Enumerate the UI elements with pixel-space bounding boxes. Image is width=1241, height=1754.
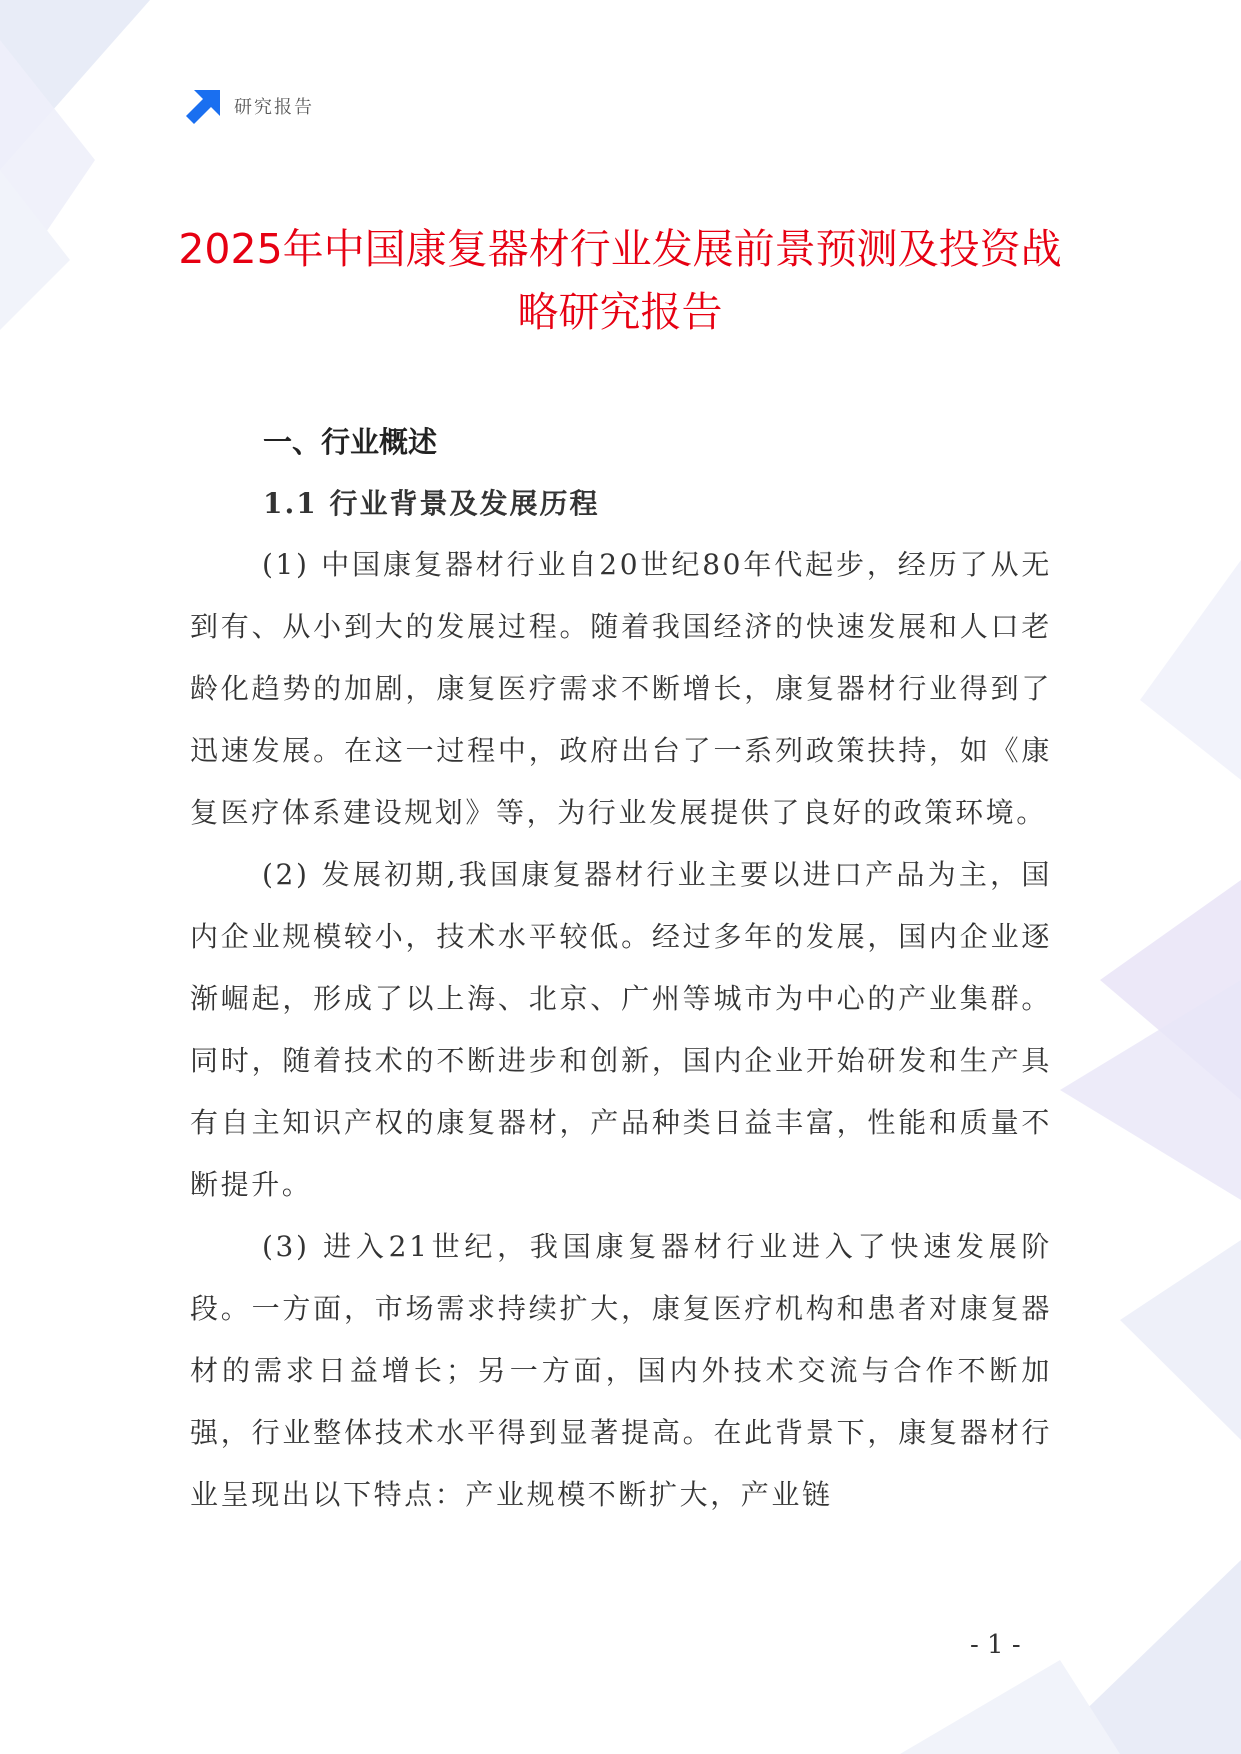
paragraph: (1) 中国康复器材行业自20世纪80年代起步，经历了从无到有、从小到大的发展过程。随着我国经济的快速发展和人口老龄化趋势的加剧，康复医疗需求不断增长，康复器材行业得到了迅速发展。在这一过程中，政府出台了一系列政策扶持，如《康复医疗体系建设规划》等，为行业发展提供了良好的政策环境。 <box>190 548 1052 829</box>
arrow-up-right-icon <box>186 88 222 124</box>
page-header <box>186 88 314 124</box>
sub-heading: 1.1 行业背景及发展历程 <box>263 487 600 520</box>
header-label: 研究报告 <box>234 97 314 118</box>
body-text <box>190 534 1052 1526</box>
section-heading: 一、行业概述 <box>263 425 438 459</box>
document-title: 2025年中国康复器材行业发展前景预测及投资战略研究报告 <box>178 225 1062 336</box>
paragraph: (2) 发展初期,我国康复器材行业主要以进口产品为主，国内企业规模较小，技术水平较低。经过多年的发展，国内企业逐渐崛起，形成了以上海、北京、广州等城市为中心的产业集群。同时，随着技术的不断进步和创新，国内企业开始研发和生产具有自主知识产权的康复器材，产品种类日益丰富，性能和质量不断提升。 <box>190 858 1052 1201</box>
paragraph: (3) 进入21世纪，我国康复器材行业进入了快速发展阶段。一方面，市场需求持续扩大，康复医疗机构和患者对康复器材的需求日益增长；另一方面，国内外技术交流与合作不断加强，行业整体技术水平得到显著提高。在此背景下，康复器材行业呈现出以下特点：产业规模不断扩大，产业链 <box>190 1230 1052 1511</box>
page-number: - 1 - <box>970 1630 1021 1660</box>
